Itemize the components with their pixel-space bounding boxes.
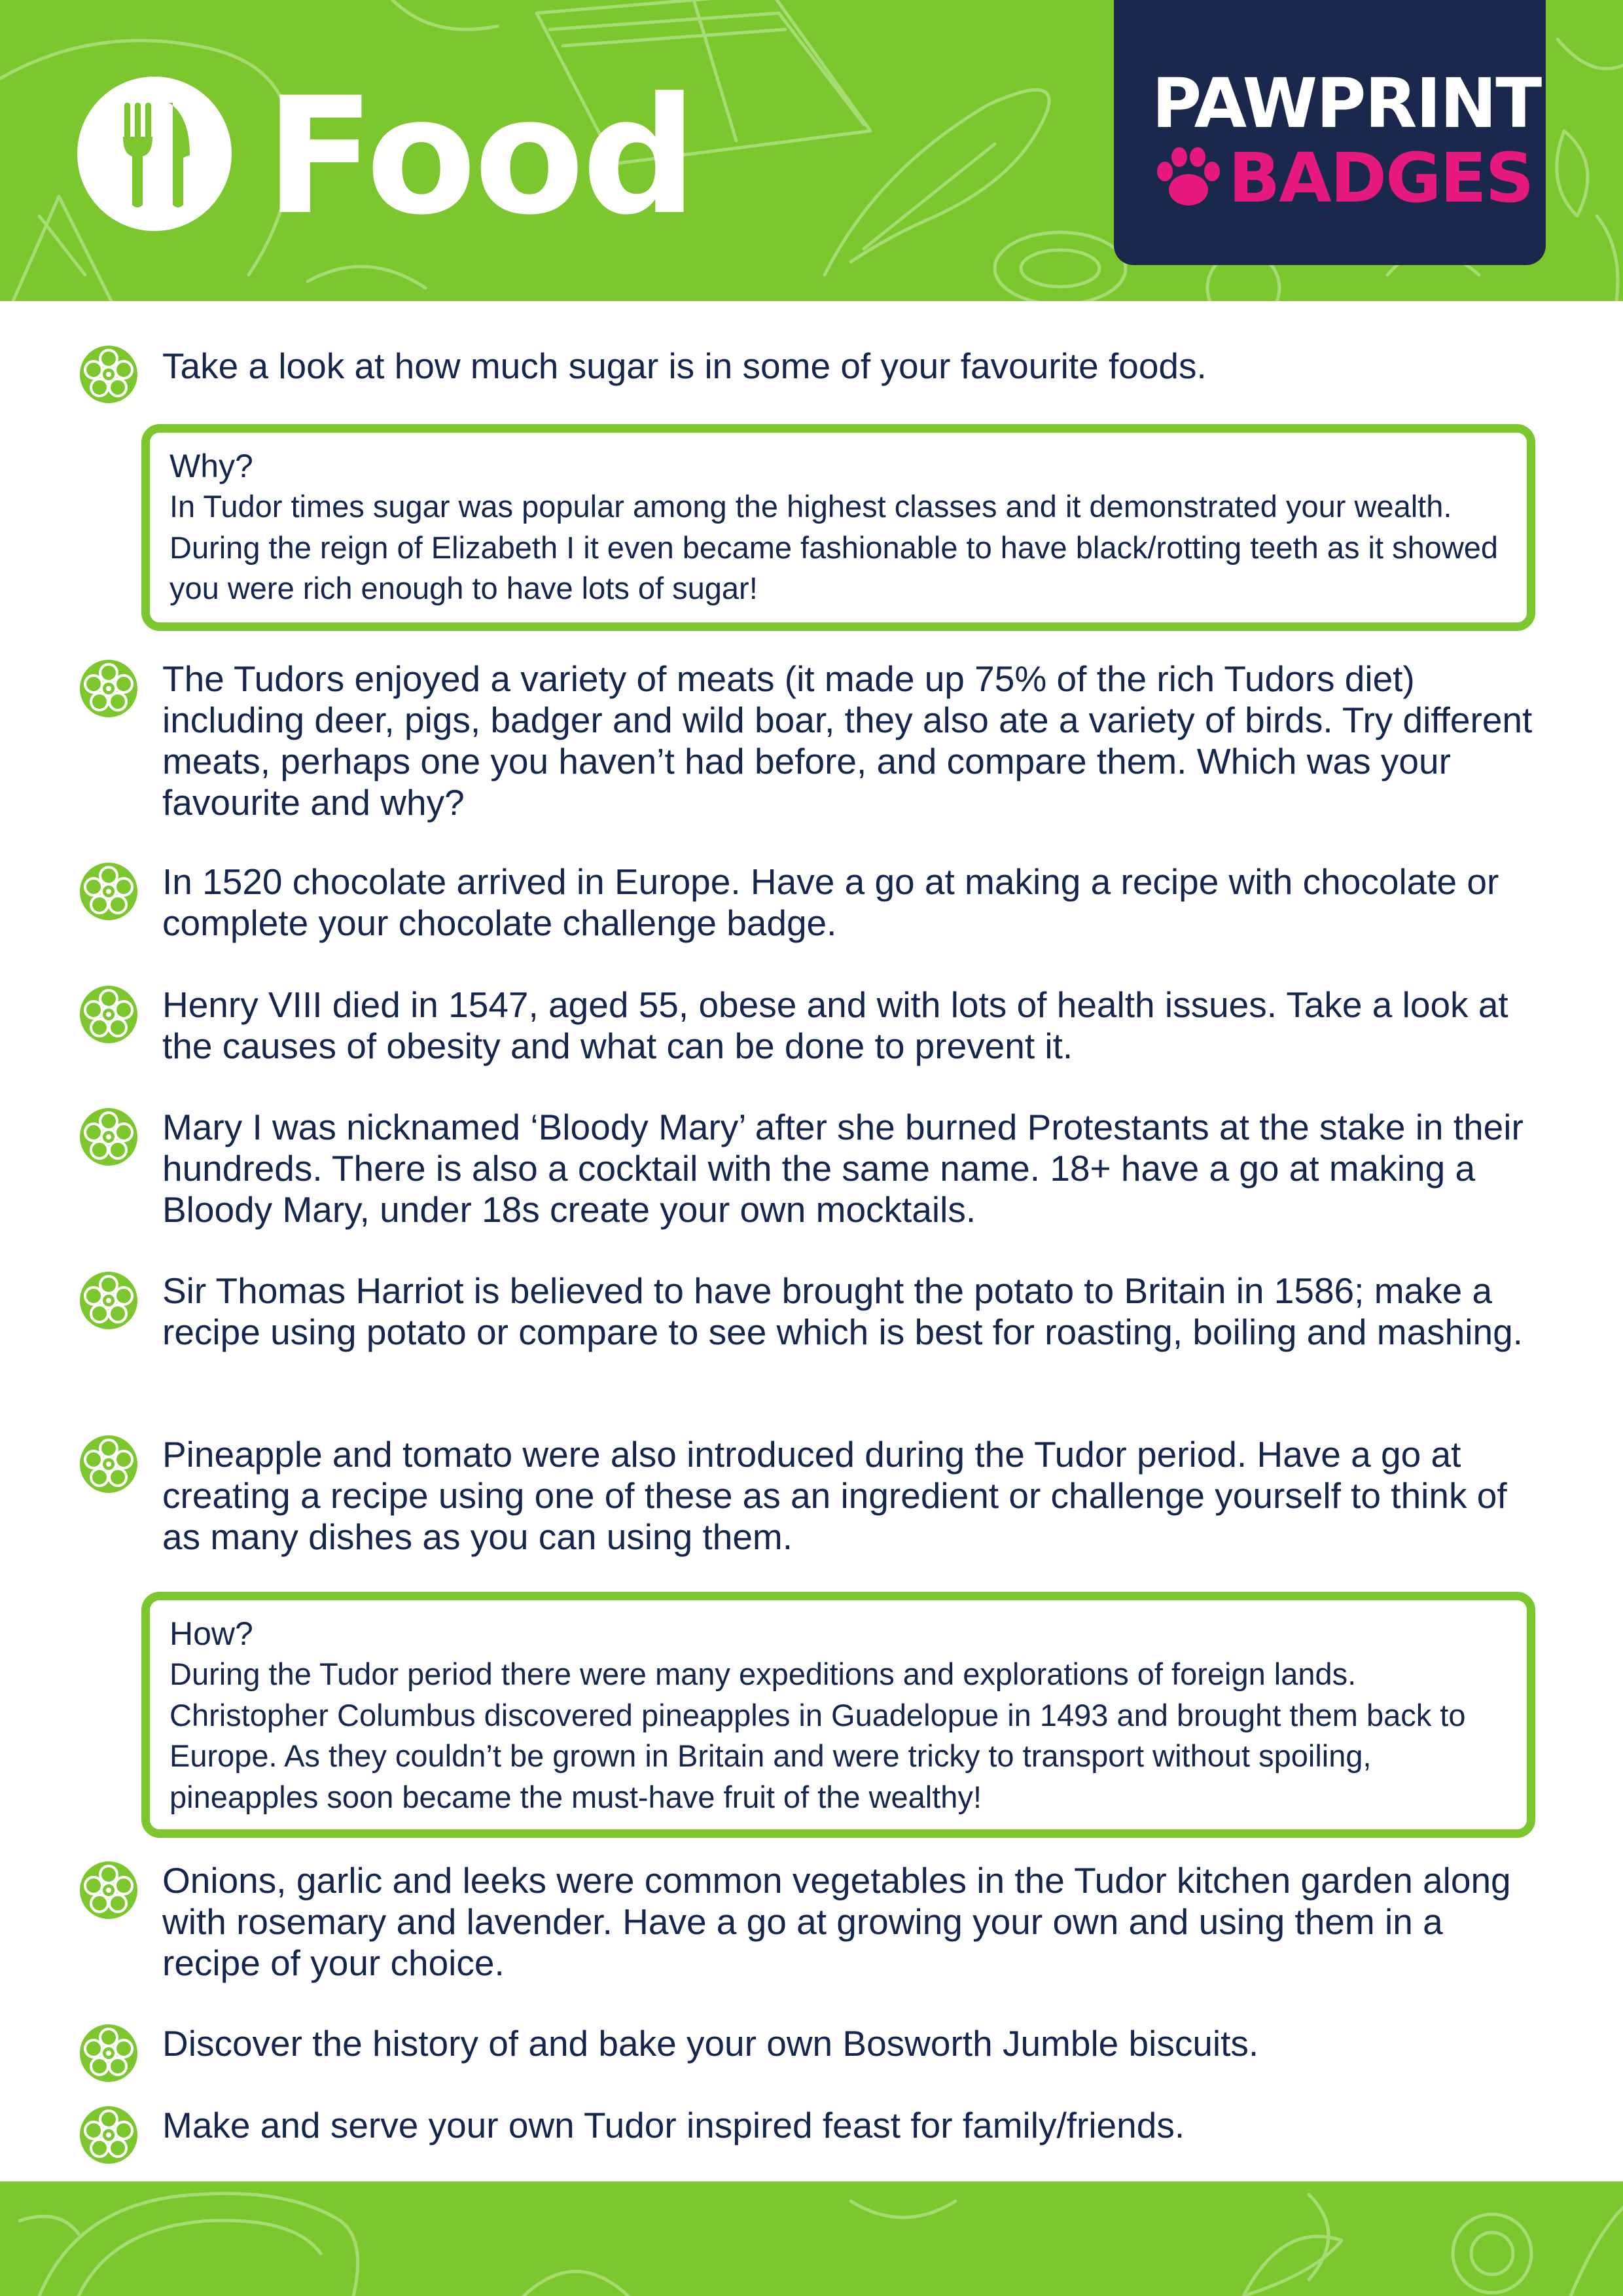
tudor-rose-icon [79, 658, 139, 719]
list-item-text: Sir Thomas Harriot is believed to have brought the potato to Britain in 1586; make a recipe using potato or compare to see which is best for roasting, boiling and mashing. [162, 1270, 1523, 1352]
food-doodle-pattern [0, 2181, 1623, 2296]
tudor-rose-icon [79, 1860, 139, 1920]
tudor-rose-icon [79, 984, 139, 1045]
box-body: During the Tudor period there were many expeditions and explorations of foreign lands. Christopher Columbus discovered pineapples in Guadelopue in 1493 and brought them back to Europe. As they couldn’t be grown in Britain and were tricky to transport without spoiling, pineapples soon became the must-have fruit of the wealthy! [169, 1657, 1466, 1814]
tudor-rose-icon [79, 344, 139, 404]
list-item-text: Take a look at how much sugar is in some of your favourite foods. [162, 346, 1207, 386]
logo-wordmark-top: PAWPRINT [1152, 63, 1541, 143]
list-item-text: In 1520 chocolate arrived in Europe. Have a go at making a recipe with chocolate or complete your chocolate challenge badge. [162, 861, 1499, 943]
list-item-text: Make and serve your own Tudor inspired feast for family/friends. [162, 2105, 1185, 2145]
header-banner [0, 0, 1623, 301]
why-info-box [141, 424, 1535, 631]
page-title: Food [265, 63, 695, 251]
list-item-text: Mary I was nicknamed ‘Bloody Mary’ after she burned Protestants at the stake in their hundreds. There is also a cocktail with the same name. 18+ have a go at making a Bloody Mary, under 18s create your own mocktails. [162, 1107, 1524, 1230]
list-item-text: The Tudors enjoyed a variety of meats (it made up 75% of the rich Tudors diet) including deer, pigs, badger and wild boar, they also ate a variety of birds. Try different meats, perhaps one you haven’t had before, and compare them. Which was your favourite and why? [162, 658, 1533, 823]
list-item-text: Onions, garlic and leeks were common vegetables in the Tudor kitchen garden along with rosemary and lavender. Have a go at growing your own and using them in a recipe of your choice. [162, 1860, 1511, 1983]
paw-icon [1154, 145, 1223, 211]
how-info-box [141, 1592, 1535, 1838]
box-body: In Tudor times sugar was popular among the highest classes and it demonstrated your wealth. During the reign of Elizabeth I it even became fashionable to have black/rotting teeth as it showed you were rich enough to have lots of sugar! [169, 489, 1499, 605]
tudor-rose-icon [79, 2105, 139, 2165]
list-item-text: Discover the history of and bake your own Bosworth Jumble biscuits. [162, 2023, 1259, 2064]
tudor-rose-icon [79, 861, 139, 922]
list-item-text: Pineapple and tomato were also introduced during the Tudor period. Have a go at creating a recipe using one of these as an ingredient or challenge yourself to think of as many dishes as you can using them. [162, 1434, 1507, 1557]
tudor-rose-icon [79, 2023, 139, 2083]
fork-knife-icon [77, 77, 232, 231]
box-heading: How? [169, 1615, 253, 1652]
tudor-rose-icon [79, 1107, 139, 1167]
pawprint-badges-logo [1114, 0, 1546, 265]
tudor-rose-icon [79, 1434, 139, 1494]
box-heading: Why? [169, 448, 253, 484]
footer-banner [0, 2181, 1623, 2296]
list-item-text: Henry VIII died in 1547, aged 55, obese and with lots of health issues. Take a look at the causes of obesity and what can be done to prevent it. [162, 984, 1508, 1066]
logo-wordmark-bottom: BADGES [1228, 138, 1533, 218]
tudor-rose-icon [79, 1270, 139, 1331]
